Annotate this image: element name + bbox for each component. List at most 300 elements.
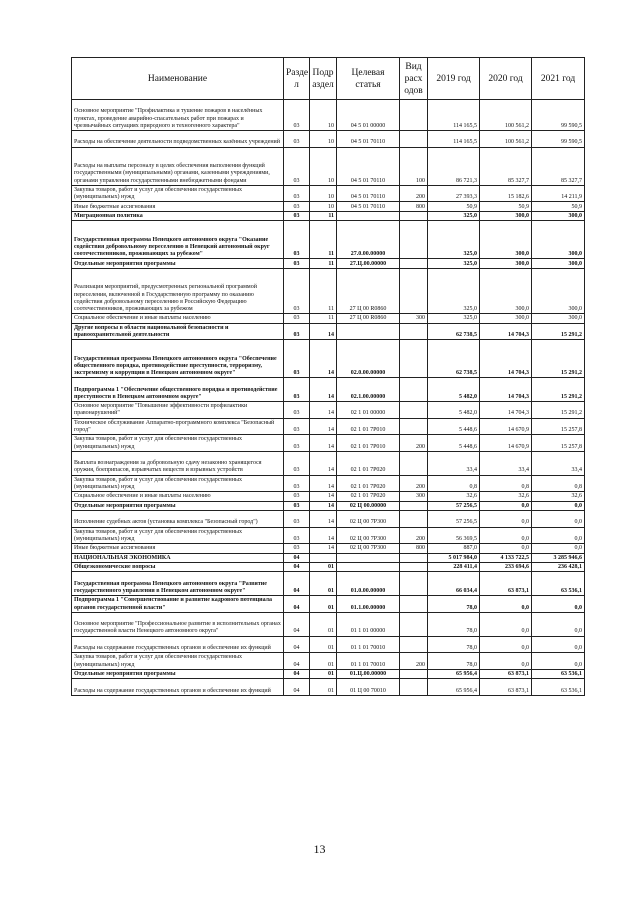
cell-name: Государственная программа Ненецкого автономного округа "Оказание содействия добровольному переселению в Ненецкий автономный округ соотечественников, проживающих за рубежом" <box>72 221 284 259</box>
cell-kind <box>400 501 428 510</box>
cell-kind <box>400 553 428 562</box>
cell-2021: 0,8 <box>532 475 585 492</box>
cell-kind <box>400 378 428 402</box>
cell-2020: 14 670,9 <box>480 435 532 452</box>
cell-2021: 63 536,1 <box>532 572 585 596</box>
cell-kind <box>400 323 428 340</box>
cell-2020: 0,0 <box>480 596 532 613</box>
cell-name: Подпрограмма 1 "Совершенствование и развитие кадрового потенциала органов государственной власти" <box>72 596 284 613</box>
cell-2020: 300,0 <box>480 314 532 323</box>
table-row <box>72 563 585 572</box>
table-row <box>72 340 585 378</box>
cell-2020: 0,0 <box>480 511 532 528</box>
cell-2019: 325,0 <box>428 314 480 323</box>
table-row <box>72 211 585 220</box>
cell-kind <box>400 100 428 131</box>
cell-2019: 78,0 <box>428 596 480 613</box>
cell-target <box>337 323 400 340</box>
header-2021: 2021 год <box>532 58 585 100</box>
table-header-row <box>72 58 585 100</box>
cell-name: Закупка товаров, работ и услуг для обеспечения государственных (муниципальных) нужд <box>72 185 284 202</box>
cell-2021: 0,0 <box>532 636 585 653</box>
cell-section: 04 <box>284 636 310 653</box>
cell-section: 03 <box>284 314 310 323</box>
cell-kind: 100 <box>400 147 428 185</box>
cell-section: 04 <box>284 612 310 636</box>
cell-target: 04 5 01 70110 <box>337 185 400 202</box>
cell-kind <box>400 221 428 259</box>
cell-2020: 85 327,7 <box>480 147 532 185</box>
cell-target: 01 1 01 70010 <box>337 653 400 670</box>
cell-2021: 15 291,2 <box>532 402 585 419</box>
cell-2020: 0,8 <box>480 475 532 492</box>
cell-2020: 300,0 <box>480 211 532 220</box>
cell-kind <box>400 636 428 653</box>
cell-2019: 325,0 <box>428 268 480 313</box>
cell-2021: 0,0 <box>532 527 585 544</box>
cell-2021: 15 291,2 <box>532 340 585 378</box>
cell-name: Государственная программа Ненецкого автономного округа "Развитие государственного управления в Ненецком автономном округе" <box>72 572 284 596</box>
cell-name: Подпрограмма 1 "Обеспечение общественного порядка и противодействие преступности в Ненецком автономном округе" <box>72 378 284 402</box>
cell-2021: 0,0 <box>532 544 585 553</box>
cell-target <box>337 553 400 562</box>
cell-section: 03 <box>284 451 310 475</box>
cell-2020: 14 670,9 <box>480 418 532 435</box>
cell-2020: 0,0 <box>480 527 532 544</box>
table-row <box>72 475 585 492</box>
cell-2020: 0,0 <box>480 544 532 553</box>
cell-subsection: 14 <box>310 435 337 452</box>
cell-2019: 57 256,5 <box>428 501 480 510</box>
cell-2019: 114 165,5 <box>428 100 480 131</box>
cell-name: Социальное обеспечение и иные выплаты населению <box>72 492 284 501</box>
cell-subsection: 01 <box>310 653 337 670</box>
cell-target: 02 Ц 00 7Р300 <box>337 527 400 544</box>
cell-2021: 50,9 <box>532 202 585 211</box>
cell-2021: 300,0 <box>532 259 585 268</box>
cell-target: 02 Ц 00 7Р300 <box>337 511 400 528</box>
cell-2021: 15 291,2 <box>532 378 585 402</box>
cell-target: 01 Ц 00 70010 <box>337 679 400 696</box>
cell-2020: 0,0 <box>480 501 532 510</box>
table-row <box>72 492 585 501</box>
cell-name: Расходы на содержание государственных органов и обеспечение их функций <box>72 636 284 653</box>
cell-name: Отдельные мероприятия программы <box>72 669 284 678</box>
table-row <box>72 185 585 202</box>
cell-2019: 5 482,0 <box>428 378 480 402</box>
cell-kind: 200 <box>400 185 428 202</box>
cell-target <box>337 563 400 572</box>
cell-2019: 86 721,3 <box>428 147 480 185</box>
cell-target: 27.Ц.00.00000 <box>337 259 400 268</box>
cell-section: 04 <box>284 669 310 678</box>
cell-2019: 65 956,4 <box>428 669 480 678</box>
cell-subsection: 14 <box>310 340 337 378</box>
cell-section: 03 <box>284 340 310 378</box>
cell-kind: 200 <box>400 527 428 544</box>
cell-target: 27 Ц 00 R0860 <box>337 268 400 313</box>
cell-target: 04 5 01 70110 <box>337 147 400 185</box>
cell-2020: 33,4 <box>480 451 532 475</box>
cell-2019: 5 448,6 <box>428 435 480 452</box>
cell-section: 03 <box>284 147 310 185</box>
cell-2019: 0,8 <box>428 475 480 492</box>
cell-2021: 85 327,7 <box>532 147 585 185</box>
cell-subsection: 01 <box>310 572 337 596</box>
cell-subsection: 14 <box>310 544 337 553</box>
cell-subsection: 01 <box>310 596 337 613</box>
cell-subsection: 10 <box>310 100 337 131</box>
cell-2020: 15 182,6 <box>480 185 532 202</box>
cell-2019: 56 369,5 <box>428 527 480 544</box>
cell-2021: 300,0 <box>532 221 585 259</box>
cell-2021: 300,0 <box>532 314 585 323</box>
cell-target: 02 1 01 7Р020 <box>337 492 400 501</box>
cell-2021: 33,4 <box>532 451 585 475</box>
cell-target: 04 5 01 70110 <box>337 131 400 148</box>
cell-subsection: 11 <box>310 259 337 268</box>
cell-section: 03 <box>284 202 310 211</box>
cell-name: Выплата вознаграждения за добровольную сдачу незаконно хранящегося оружия, боеприпасов, взрывчатых веществ и взрывных устройств <box>72 451 284 475</box>
cell-name: Расходы на обеспечение деятельности подведомственных казённых учреждений <box>72 131 284 148</box>
cell-2021: 32,6 <box>532 492 585 501</box>
cell-section: 03 <box>284 501 310 510</box>
cell-2019: 78,0 <box>428 612 480 636</box>
cell-section: 03 <box>284 402 310 419</box>
cell-section: 03 <box>284 268 310 313</box>
cell-name: Иные бюджетные ассигнования <box>72 202 284 211</box>
cell-target: 01.0.00.00000 <box>337 572 400 596</box>
cell-name: Техническое обслуживание Аппаратно-программного комплекса "Безопасный город" <box>72 418 284 435</box>
cell-target: 04 5 01 70110 <box>337 202 400 211</box>
cell-subsection: 10 <box>310 185 337 202</box>
cell-section: 04 <box>284 679 310 696</box>
cell-target: 04 5 01 00000 <box>337 100 400 131</box>
cell-2019: 325,0 <box>428 259 480 268</box>
cell-name: Отдельные мероприятия программы <box>72 501 284 510</box>
cell-2021: 0,0 <box>532 501 585 510</box>
cell-2019: 65 956,4 <box>428 679 480 696</box>
cell-2019: 5 448,6 <box>428 418 480 435</box>
table-row <box>72 451 585 475</box>
cell-2020: 63 873,1 <box>480 572 532 596</box>
cell-2021: 0,0 <box>532 653 585 670</box>
cell-section: 04 <box>284 653 310 670</box>
cell-2019: 887,0 <box>428 544 480 553</box>
cell-subsection: 14 <box>310 475 337 492</box>
cell-section: 03 <box>284 511 310 528</box>
cell-2019: 27 393,3 <box>428 185 480 202</box>
cell-subsection: 14 <box>310 418 337 435</box>
header-2019: 2019 год <box>428 58 480 100</box>
cell-section: 03 <box>284 527 310 544</box>
cell-name: НАЦИОНАЛЬНАЯ ЭКОНОМИКА <box>72 553 284 562</box>
cell-kind <box>400 211 428 220</box>
cell-kind <box>400 340 428 378</box>
cell-target: 01.1.00.00000 <box>337 596 400 613</box>
cell-2020: 300,0 <box>480 259 532 268</box>
table-row <box>72 501 585 510</box>
budget-table <box>71 57 585 696</box>
cell-2020: 14 704,3 <box>480 340 532 378</box>
cell-name: Иные бюджетные ассигнования <box>72 544 284 553</box>
cell-2019: 50,9 <box>428 202 480 211</box>
cell-2019: 66 034,4 <box>428 572 480 596</box>
cell-subsection: 01 <box>310 636 337 653</box>
cell-target: 02 Ц 00 7Р300 <box>337 544 400 553</box>
cell-subsection: 11 <box>310 314 337 323</box>
cell-name: Закупка товаров, работ и услуг для обеспечения государственных (муниципальных) нужд <box>72 475 284 492</box>
table-row <box>72 527 585 544</box>
page-number: 13 <box>313 842 326 856</box>
cell-target: 02.1.00.00000 <box>337 378 400 402</box>
cell-kind <box>400 511 428 528</box>
cell-2021: 15 257,8 <box>532 435 585 452</box>
cell-subsection: 11 <box>310 268 337 313</box>
cell-subsection: 10 <box>310 131 337 148</box>
cell-name: Расходы на содержание государственных органов и обеспечение их функций <box>72 679 284 696</box>
cell-kind: 800 <box>400 202 428 211</box>
cell-name: Основное мероприятие "Профилактика и тушение пожаров в населённых пунктах, проведение аварийно-спасательных работ при пожарах и чрезвычайных ситуациях природного и техногенного характера" <box>72 100 284 131</box>
cell-kind <box>400 418 428 435</box>
cell-2021: 236 428,1 <box>532 563 585 572</box>
cell-2019: 62 738,5 <box>428 340 480 378</box>
cell-section: 04 <box>284 553 310 562</box>
table-row <box>72 259 585 268</box>
header-target: Целевая статья <box>337 58 400 100</box>
cell-section: 03 <box>284 378 310 402</box>
table-row <box>72 100 585 131</box>
cell-2021: 63 536,1 <box>532 669 585 678</box>
cell-subsection: 14 <box>310 511 337 528</box>
table-row <box>72 323 585 340</box>
cell-kind <box>400 268 428 313</box>
table-row <box>72 572 585 596</box>
cell-name: Отдельные мероприятия программы <box>72 259 284 268</box>
cell-2020: 300,0 <box>480 221 532 259</box>
cell-2021: 0,0 <box>532 612 585 636</box>
cell-2020: 14 704,3 <box>480 323 532 340</box>
table-row <box>72 544 585 553</box>
cell-section: 03 <box>284 100 310 131</box>
cell-section: 04 <box>284 596 310 613</box>
cell-kind <box>400 259 428 268</box>
cell-2020: 300,0 <box>480 268 532 313</box>
table-row <box>72 553 585 562</box>
table-row <box>72 435 585 452</box>
cell-name: Закупка товаров, работ и услуг для обеспечения государственных (муниципальных) нужд <box>72 653 284 670</box>
cell-name: Другие вопросы в области национальной безопасности и правоохранительной деятельности <box>72 323 284 340</box>
cell-subsection: 01 <box>310 612 337 636</box>
header-section: Разде л <box>284 58 310 100</box>
table-row <box>72 147 585 185</box>
cell-2020: 14 704,3 <box>480 378 532 402</box>
cell-2019: 114 165,5 <box>428 131 480 148</box>
cell-2021: 0,0 <box>532 511 585 528</box>
cell-2020: 100 561,2 <box>480 100 532 131</box>
cell-kind: 200 <box>400 475 428 492</box>
cell-2020: 0,0 <box>480 612 532 636</box>
cell-2021: 300,0 <box>532 211 585 220</box>
cell-2020: 63 873,1 <box>480 669 532 678</box>
cell-name: Реализация мероприятий, предусмотренных региональной программой переселения, включенной в Государственную программу по оказанию содействия добровольному переселению в Российскую Федерацию соотечественников, проживающих за рубежом <box>72 268 284 313</box>
cell-kind: 300 <box>400 314 428 323</box>
cell-2020: 100 561,2 <box>480 131 532 148</box>
cell-kind <box>400 402 428 419</box>
cell-target: 01.Ц.00.00000 <box>337 669 400 678</box>
table-row <box>72 669 585 678</box>
cell-subsection: 14 <box>310 501 337 510</box>
cell-2019: 325,0 <box>428 221 480 259</box>
cell-section: 03 <box>284 185 310 202</box>
cell-name: Миграционная политика <box>72 211 284 220</box>
cell-target: 02 1 01 7Р020 <box>337 475 400 492</box>
table-row <box>72 679 585 696</box>
cell-target: 02 1 01 7Р010 <box>337 418 400 435</box>
cell-section: 03 <box>284 211 310 220</box>
cell-subsection: 14 <box>310 527 337 544</box>
cell-2020: 32,6 <box>480 492 532 501</box>
cell-2019: 5 017 984,0 <box>428 553 480 562</box>
cell-name: Основное мероприятие "Повышение эффективности профилактики правонарушений" <box>72 402 284 419</box>
cell-2020: 14 704,3 <box>480 402 532 419</box>
cell-section: 04 <box>284 563 310 572</box>
table-row <box>72 221 585 259</box>
cell-2019: 57 256,5 <box>428 511 480 528</box>
table-body <box>72 100 585 696</box>
cell-target: 02 1 01 7Р020 <box>337 451 400 475</box>
header-subsection: Подр аздел <box>310 58 337 100</box>
cell-2020: 50,9 <box>480 202 532 211</box>
table-row <box>72 314 585 323</box>
cell-name: Социальное обеспечение и иные выплаты населению <box>72 314 284 323</box>
cell-subsection: 01 <box>310 563 337 572</box>
cell-subsection: 14 <box>310 378 337 402</box>
cell-kind: 200 <box>400 435 428 452</box>
table-row <box>72 511 585 528</box>
cell-subsection: 14 <box>310 323 337 340</box>
cell-kind: 200 <box>400 653 428 670</box>
cell-target <box>337 211 400 220</box>
table-row <box>72 596 585 613</box>
cell-2021: 99 590,5 <box>532 131 585 148</box>
cell-kind <box>400 669 428 678</box>
cell-section: 03 <box>284 544 310 553</box>
cell-2019: 228 411,4 <box>428 563 480 572</box>
cell-2020: 0,0 <box>480 653 532 670</box>
header-2020: 2020 год <box>480 58 532 100</box>
table-row <box>72 202 585 211</box>
cell-section: 03 <box>284 259 310 268</box>
cell-subsection: 10 <box>310 147 337 185</box>
cell-subsection: 14 <box>310 451 337 475</box>
cell-section: 03 <box>284 323 310 340</box>
cell-2019: 325,0 <box>428 211 480 220</box>
cell-subsection: 14 <box>310 402 337 419</box>
cell-2021: 14 211,9 <box>532 185 585 202</box>
cell-section: 03 <box>284 131 310 148</box>
cell-target: 01 1 01 00000 <box>337 612 400 636</box>
cell-target: 27.0.00.00000 <box>337 221 400 259</box>
cell-name: Закупка товаров, работ и услуг для обеспечения государственных (муниципальных) нужд <box>72 435 284 452</box>
cell-kind <box>400 572 428 596</box>
table-row <box>72 418 585 435</box>
cell-2019: 78,0 <box>428 653 480 670</box>
cell-2020: 233 694,6 <box>480 563 532 572</box>
cell-2021: 15 291,2 <box>532 323 585 340</box>
cell-2021: 99 590,5 <box>532 100 585 131</box>
cell-kind <box>400 612 428 636</box>
cell-name: Закупка товаров, работ и услуг для обеспечения государственных (муниципальных) нужд <box>72 527 284 544</box>
table-row <box>72 378 585 402</box>
cell-name: Расходы на выплаты персоналу в целях обеспечения выполнения функций государственными (муниципальными) органами, казенными учреждениями, органами управления государственными внебюджетными фондами <box>72 147 284 185</box>
cell-subsection: 10 <box>310 202 337 211</box>
cell-kind <box>400 596 428 613</box>
cell-2019: 62 738,5 <box>428 323 480 340</box>
cell-subsection: 11 <box>310 221 337 259</box>
table-row <box>72 653 585 670</box>
cell-subsection: 01 <box>310 679 337 696</box>
cell-section: 04 <box>284 572 310 596</box>
table-row <box>72 131 585 148</box>
header-name: Наименование <box>72 58 284 100</box>
cell-2021: 3 285 946,6 <box>532 553 585 562</box>
cell-target: 02 1 01 7Р010 <box>337 435 400 452</box>
cell-section: 03 <box>284 418 310 435</box>
cell-name: Исполнение судебных актов (установка комплекса "Безопасный город") <box>72 511 284 528</box>
cell-subsection: 11 <box>310 211 337 220</box>
cell-2019: 78,0 <box>428 636 480 653</box>
cell-name: Общеэкономические вопросы <box>72 563 284 572</box>
cell-2019: 5 482,0 <box>428 402 480 419</box>
cell-2021: 0,0 <box>532 596 585 613</box>
cell-2020: 0,0 <box>480 636 532 653</box>
cell-target: 02 1 01 00000 <box>337 402 400 419</box>
cell-kind: 800 <box>400 544 428 553</box>
cell-kind <box>400 563 428 572</box>
cell-subsection: 14 <box>310 492 337 501</box>
table-row <box>72 612 585 636</box>
cell-section: 03 <box>284 221 310 259</box>
cell-kind: 300 <box>400 492 428 501</box>
table-row <box>72 636 585 653</box>
cell-2021: 15 257,8 <box>532 418 585 435</box>
cell-2020: 63 873,1 <box>480 679 532 696</box>
cell-kind <box>400 679 428 696</box>
cell-2019: 33,4 <box>428 451 480 475</box>
cell-subsection <box>310 553 337 562</box>
cell-2021: 63 536,1 <box>532 679 585 696</box>
cell-kind <box>400 131 428 148</box>
cell-name: Государственная программа Ненецкого автономного округа "Обеспечение общественного порядка, противодействие преступности, терроризму, экстремизму и коррупции в Ненецком автономном округе" <box>72 340 284 378</box>
cell-section: 03 <box>284 492 310 501</box>
cell-target: 27 Ц 00 R0860 <box>337 314 400 323</box>
cell-target: 02 Ц 00.00000 <box>337 501 400 510</box>
header-kind: Вид расх одов <box>400 58 428 100</box>
cell-name: Основное мероприятие "Профессиональное развитие в исполнительных органах государственной власти Ненецкого автономного округа" <box>72 612 284 636</box>
cell-section: 03 <box>284 435 310 452</box>
cell-target: 02.0.00.00000 <box>337 340 400 378</box>
cell-kind <box>400 451 428 475</box>
budget-page <box>71 57 584 696</box>
cell-section: 03 <box>284 475 310 492</box>
cell-subsection: 01 <box>310 669 337 678</box>
cell-2020: 4 133 722,5 <box>480 553 532 562</box>
table-row <box>72 268 585 313</box>
cell-target: 01 1 01 70010 <box>337 636 400 653</box>
cell-2019: 32,6 <box>428 492 480 501</box>
cell-2021: 300,0 <box>532 268 585 313</box>
